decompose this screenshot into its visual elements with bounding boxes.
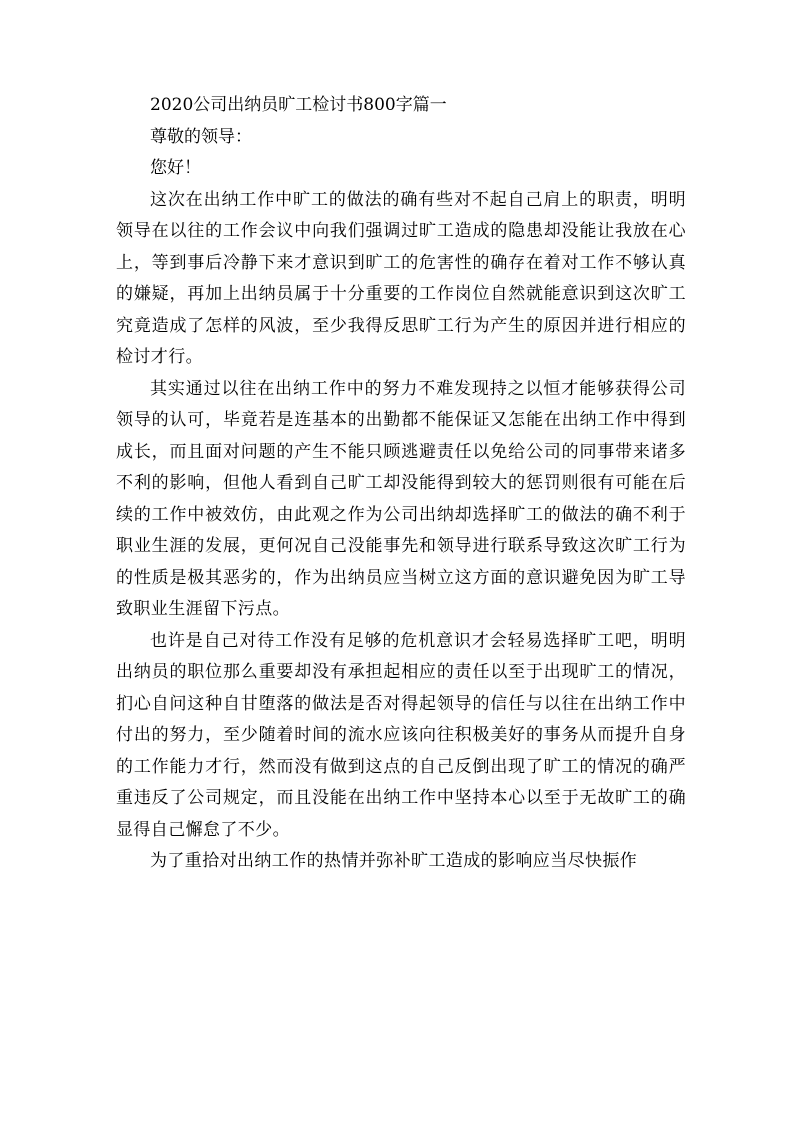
document-body (116, 90, 686, 878)
document-title: 2020公司出纳员旷工检讨书800字篇一 (150, 95, 447, 115)
salutation: 尊敬的领导： (150, 126, 252, 147)
paragraph-2: 其实通过以往在出纳工作中的努力不难发现持之以恒才能够获得公司领导的认可，毕竟若是连基本的出勤都不能保证又怎能在出纳工作中得到成长，而且面对问题的产生不能只顾逃避责任以免给公司的同事带来诸多不利的影响，但他人看到自己旷工却没能得到较大的惩罚则很有可能在后续的工作中被效仿，由此观之作为公司出纳却选择旷工的做法的确不利于职业生涯的发展，更何况自己没能事先和领导进行联系导致这次旷工行为的性质是极其恶劣的，作为出纳员应当树立这方面的意识避免因为旷工导致职业生涯留下污点。 (116, 378, 686, 619)
paragraph-3: 也许是自己对待工作没有足够的危机意识才会轻易选择旷工吧，明明出纳员的职位那么重要却没有承担起相应的责任以至于出现旷工的情况，扪心自问这种自甘堕落的做法是否对得起领导的信任与以往在出纳工作中付出的努力，至少随着时间的流水应该向往积极美好的事务从而提升自身的工作能力才行，然而没有做到这点的自己反倒出现了旷工的情况的确严重违反了公司规定，而且没能在出纳工作中坚持本心以至于无故旷工的确显得自己懈怠了不少。 (116, 630, 686, 840)
paragraph-1: 这次在出纳工作中旷工的做法的确有些对不起自己肩上的职责，明明领导在以往的工作会议中向我们强调过旷工造成的隐患却没能让我放在心上，等到事后冷静下来才意识到旷工的危害性的确存在着对工作不够认真的嫌疑，再加上出纳员属于十分重要的工作岗位自然就能意识到这次旷工究竟造成了怎样的风波，至少我得反思旷工行为产生的原因并进行相应的检讨才行。 (116, 189, 686, 367)
paragraph-4: 为了重拾对出纳工作的热情并弥补旷工造成的影响应当尽快振作 (150, 851, 638, 871)
greeting: 您好！ (150, 158, 201, 178)
